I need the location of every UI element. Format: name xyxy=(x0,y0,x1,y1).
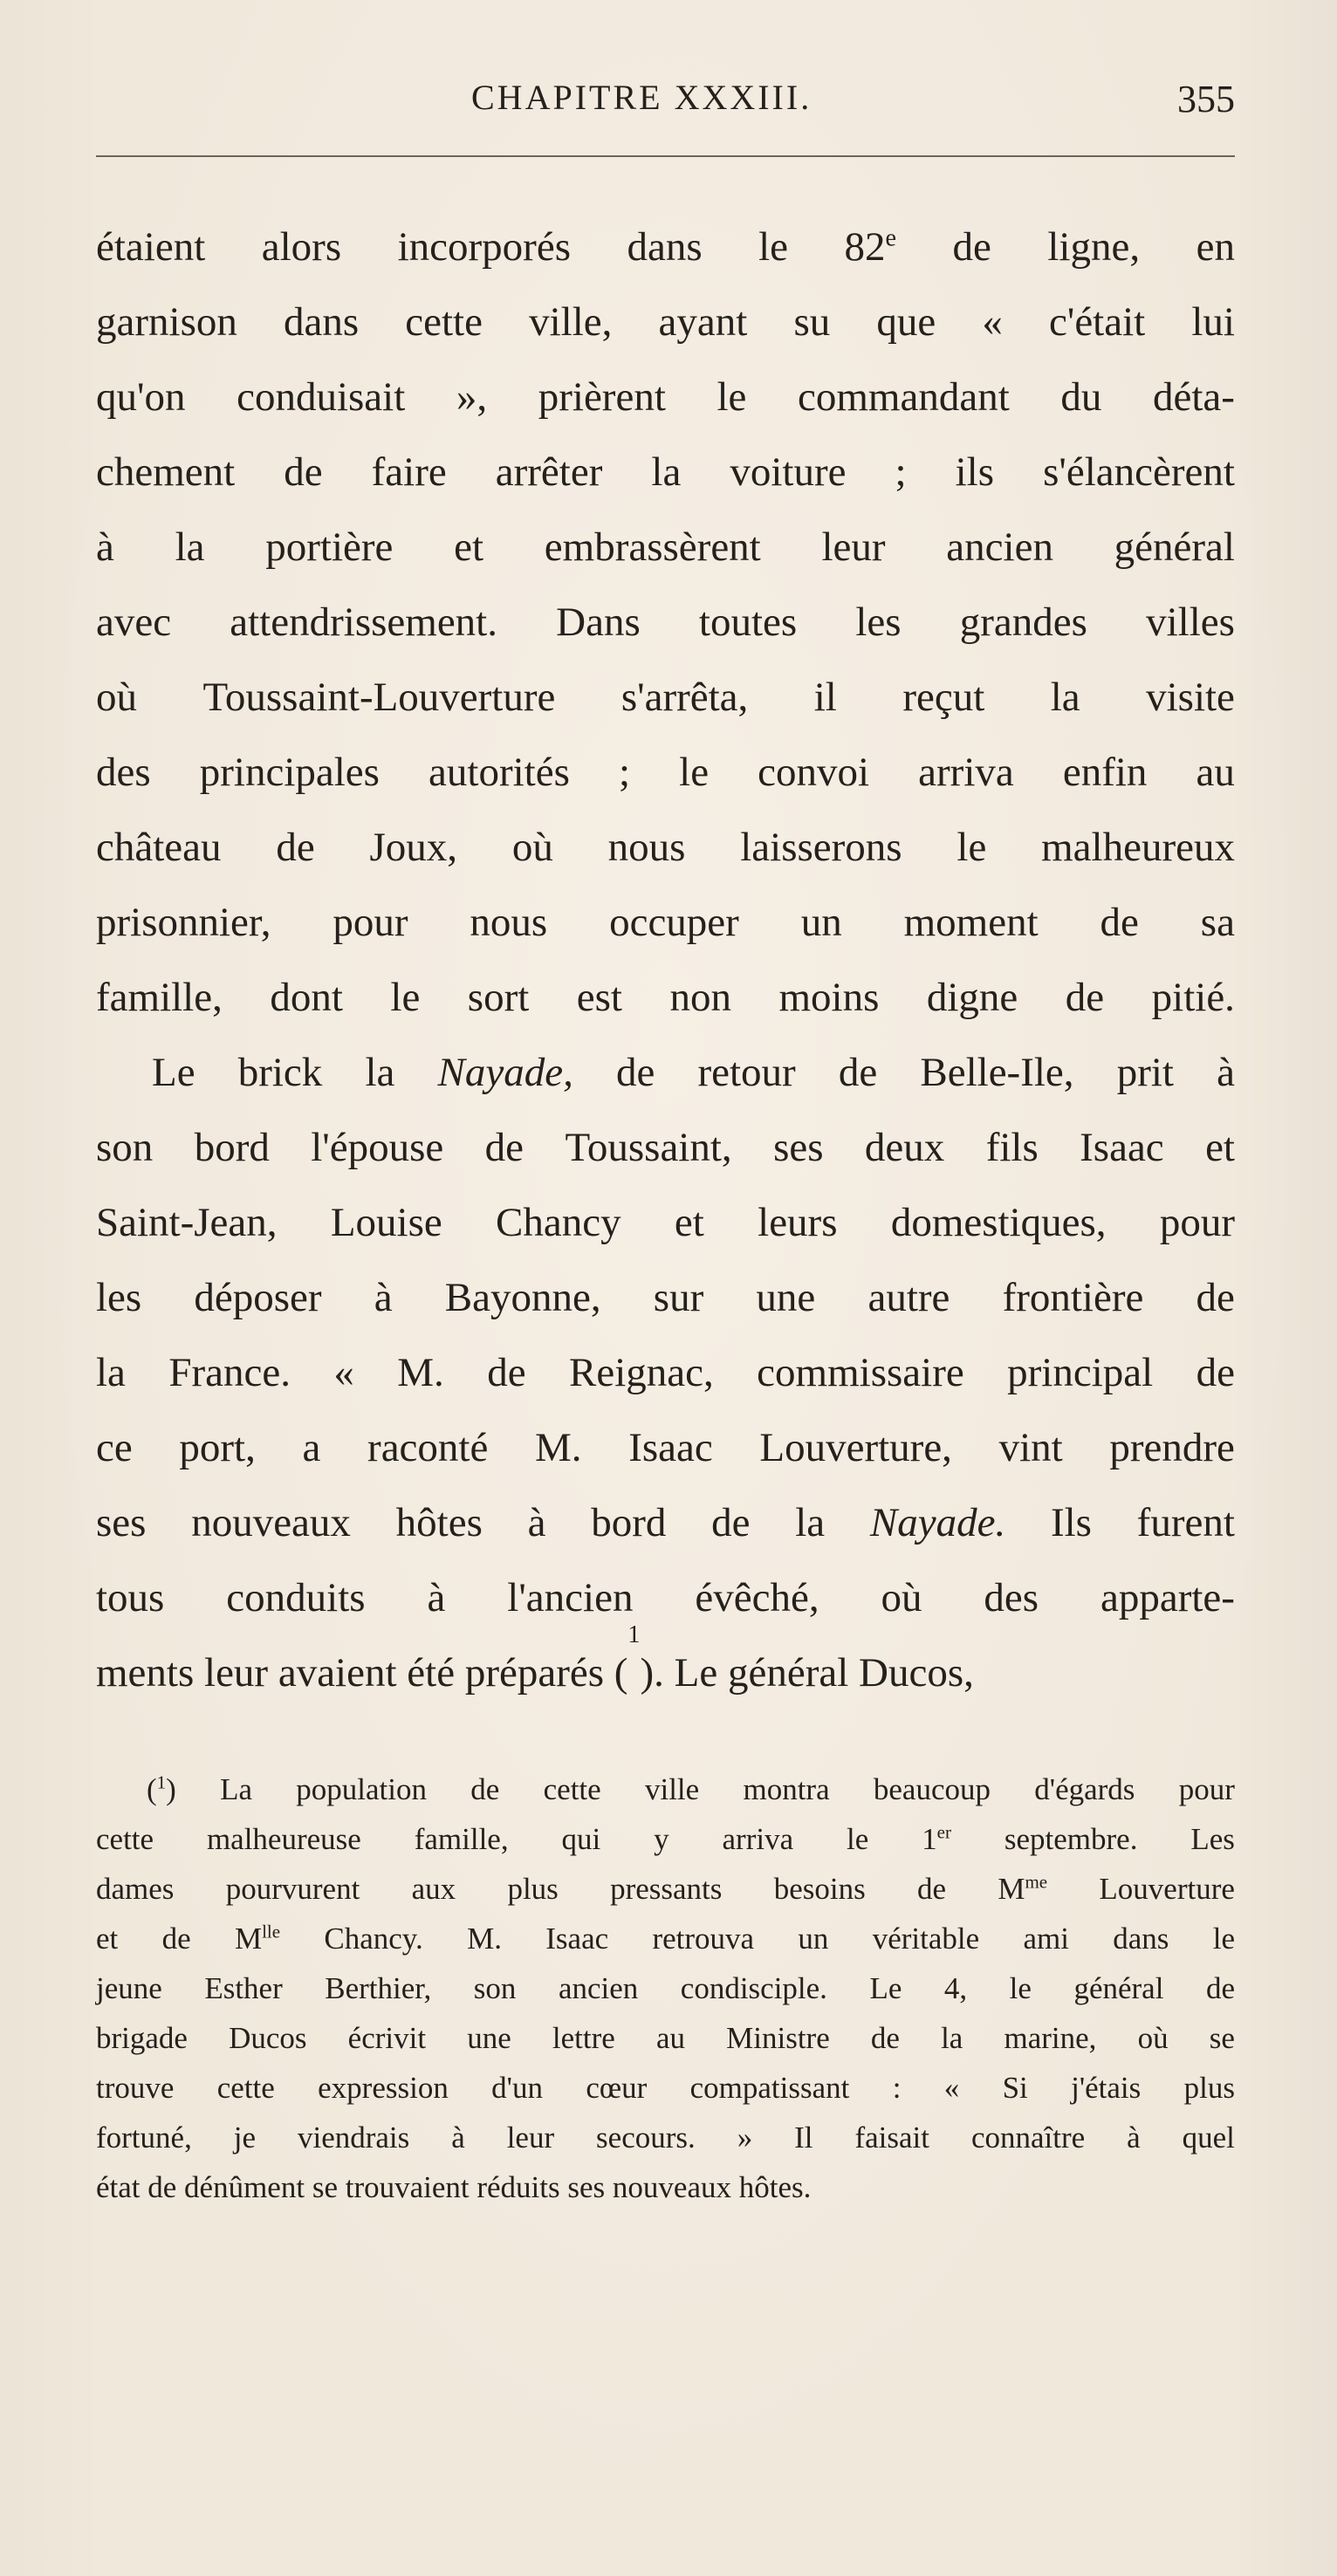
text-line: la France. « M. de Reignac, commissaire principal de xyxy=(96,1350,1235,1395)
footnote-line: dames pourvurent aux plus pressants besoins de $M^{me}$ Louverture xyxy=(96,1871,1235,1906)
footnote-line: jeune Esther Berthier, son ancien condisciple. Le 4, le général de xyxy=(96,1971,1235,2005)
footnote-line: ($^1$) La population de cette ville montra beaucoup d'égards pour xyxy=(147,1771,1235,1806)
text-line: Saint-Jean, Louise Chancy et leurs domestiques, pour xyxy=(96,1200,1235,1245)
text-line: château de Joux, où nous laisserons le malheureux xyxy=(96,825,1235,870)
page-number: 355 xyxy=(1177,78,1235,120)
text-line: ses nouveaux hôtes à bord de la Nayade. Ils furent xyxy=(96,1500,1235,1545)
text-line: garnison dans cette ville, ayant su que « c'était lui xyxy=(96,299,1235,345)
footnote-line: brigade Ducos écrivit une lettre au Ministre de la marine, où se xyxy=(96,2021,1235,2055)
text-line: à la portière et embrassèrent leur ancien général xyxy=(96,524,1235,570)
text-line: prisonnier, pour nous occuper un moment de sa xyxy=(96,900,1235,945)
text-line: famille, dont le sort est non moins digne de pitié. xyxy=(96,975,1235,1020)
footnote-line: et de $M^{lle}$ Chancy. M. Isaac retrouva un véritable ami dans le xyxy=(96,1921,1235,1956)
text-line: Le brick la Nayade, de retour de Belle-Ile, prit à xyxy=(152,1050,1235,1095)
text-line: étaient alors incorporés dans le 82e de ligne, en xyxy=(96,224,1235,270)
running-head xyxy=(96,77,1235,129)
chapter-title: CHAPITRE XXXIII. xyxy=(471,78,812,117)
text-line: où Toussaint-Louverture s'arrêta, il reçut la visite xyxy=(96,675,1235,720)
footnote-line: fortuné, je viendrais à leur secours. » Il faisait connaître à quel xyxy=(96,2120,1235,2155)
text-line: avec attendrissement. Dans toutes les grandes villes xyxy=(96,599,1235,645)
footnote-line: cette malheureuse famille, qui y arriva le 1er septembre. Les xyxy=(96,1821,1235,1856)
footnote-block xyxy=(96,1764,1235,2212)
text-line: son bord l'épouse de Toussaint, ses deux fils Isaac et xyxy=(96,1125,1235,1170)
text-line: qu'on conduisait », prièrent le commandant du déta- xyxy=(96,374,1235,420)
text-line: tous conduits à l'ancien évêché, où des apparte- xyxy=(96,1575,1235,1620)
text-line: ce port, a raconté M. Isaac Louverture, vint prendre xyxy=(96,1425,1235,1470)
text-line: des principales autorités ; le convoi arriva enfin au xyxy=(96,750,1235,795)
text-line: chement de faire arrêter la voiture ; ils s'élancèrent xyxy=(96,449,1235,495)
header-rule xyxy=(96,155,1235,157)
footnote-line: état de dénûment se trouvaient réduits ses nouveaux hôtes. xyxy=(96,2170,812,2204)
text-line: ments leur avaient été préparés ( 1 ). Le général Ducos, xyxy=(96,1621,974,1696)
main-text xyxy=(96,209,1235,1710)
footnote-line: trouve cette expression d'un cœur compatissant : « Si j'étais plus xyxy=(96,2071,1235,2105)
text-line: les déposer à Bayonne, sur une autre frontière de xyxy=(96,1275,1235,1320)
